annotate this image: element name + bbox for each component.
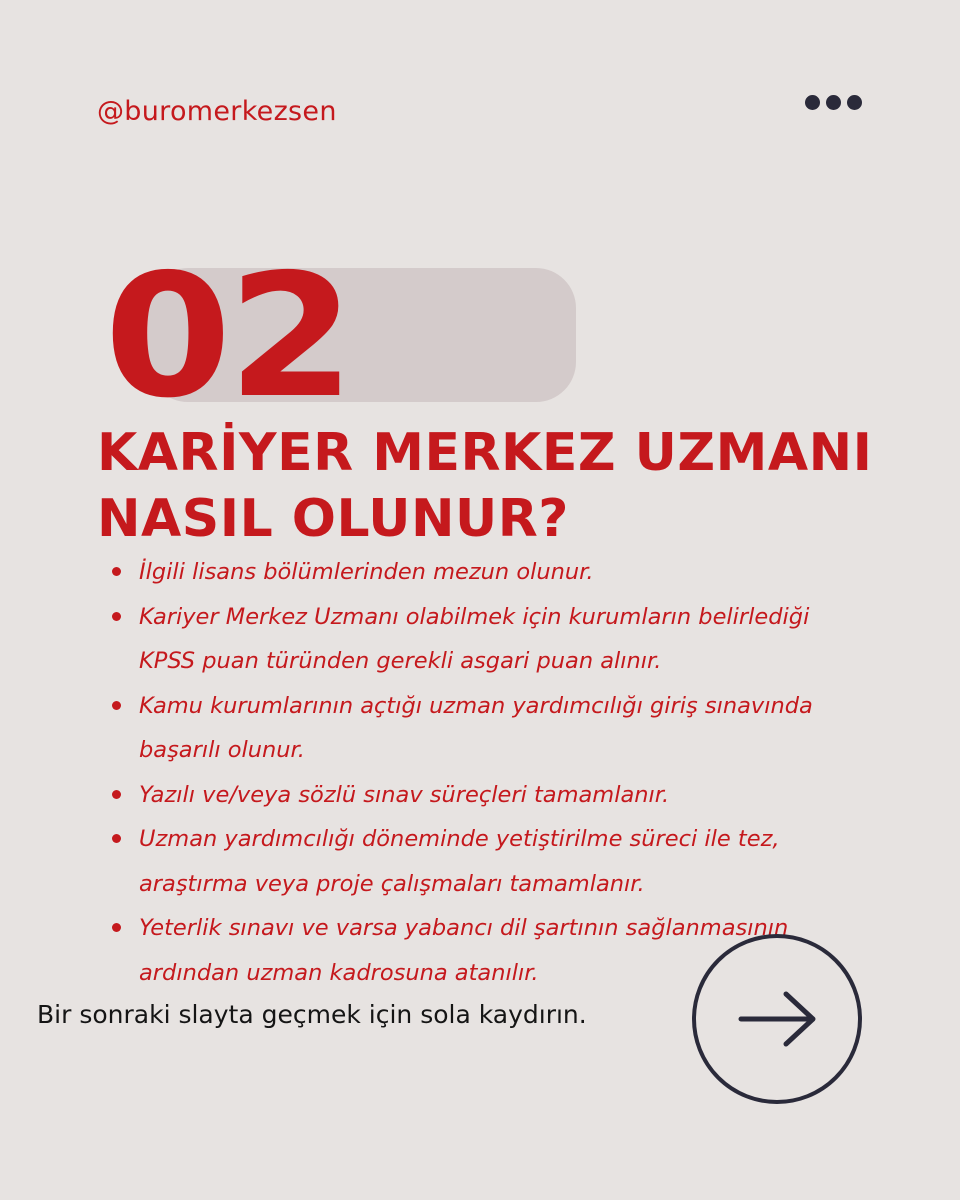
bullet-icon xyxy=(112,790,121,799)
more-dots-icon[interactable] xyxy=(805,95,865,111)
arrow-right-circle-icon xyxy=(691,933,863,1105)
list-item xyxy=(112,817,902,906)
bullet-icon xyxy=(112,612,121,621)
list-item xyxy=(112,773,902,818)
list-item-line: Uzman yardımcılığı döneminde yetiştirilme süreci ile tez, xyxy=(139,826,780,852)
slide-title-line-2: NASIL OLUNUR? xyxy=(97,489,569,549)
list-item-line: araştırma veya proje çalışmaları tamamlanır. xyxy=(139,870,645,897)
list-item-line: Yeterlik sınavı ve varsa yabancı dil şartının sağlanmasının xyxy=(139,915,789,941)
bullet-icon xyxy=(112,923,121,932)
list-item xyxy=(112,684,902,773)
list-item-line: İlgili lisans bölümlerinden mezun olunur. xyxy=(139,559,594,585)
account-handle: @buromerkezsen xyxy=(97,96,337,127)
dot-2 xyxy=(826,95,841,110)
slide-number: 02 xyxy=(104,238,351,436)
list-item xyxy=(112,550,902,595)
steps-list xyxy=(112,550,902,995)
list-item-line: başarılı olunur. xyxy=(139,737,305,763)
swipe-hint: Bir sonraki slayta geçmek için sola kaydırın. xyxy=(37,1000,587,1029)
dot-1 xyxy=(805,95,820,110)
list-item xyxy=(112,595,902,684)
dot-3 xyxy=(847,95,862,110)
slide-title xyxy=(97,420,897,552)
bullet-icon xyxy=(112,834,121,843)
list-item-line: ardından uzman kadrosuna atanılır. xyxy=(139,959,539,986)
list-item-line: Kariyer Merkez Uzmanı olabilmek için kurumların belirlediği xyxy=(139,603,810,630)
bullet-icon xyxy=(112,567,121,576)
list-item-line: Kamu kurumlarının açtığı uzman yardımcılığı giriş sınavında xyxy=(139,692,813,719)
next-slide-button[interactable] xyxy=(691,933,863,1105)
list-item-line: Yazılı ve/veya sözlü sınav süreçleri tamamlanır. xyxy=(139,781,670,808)
bullet-icon xyxy=(112,701,121,710)
slide-title-line-1: KARİYER MERKEZ UZMANI xyxy=(97,423,873,483)
list-item-line: KPSS puan türünden gerekli asgari puan alınır. xyxy=(139,648,662,674)
